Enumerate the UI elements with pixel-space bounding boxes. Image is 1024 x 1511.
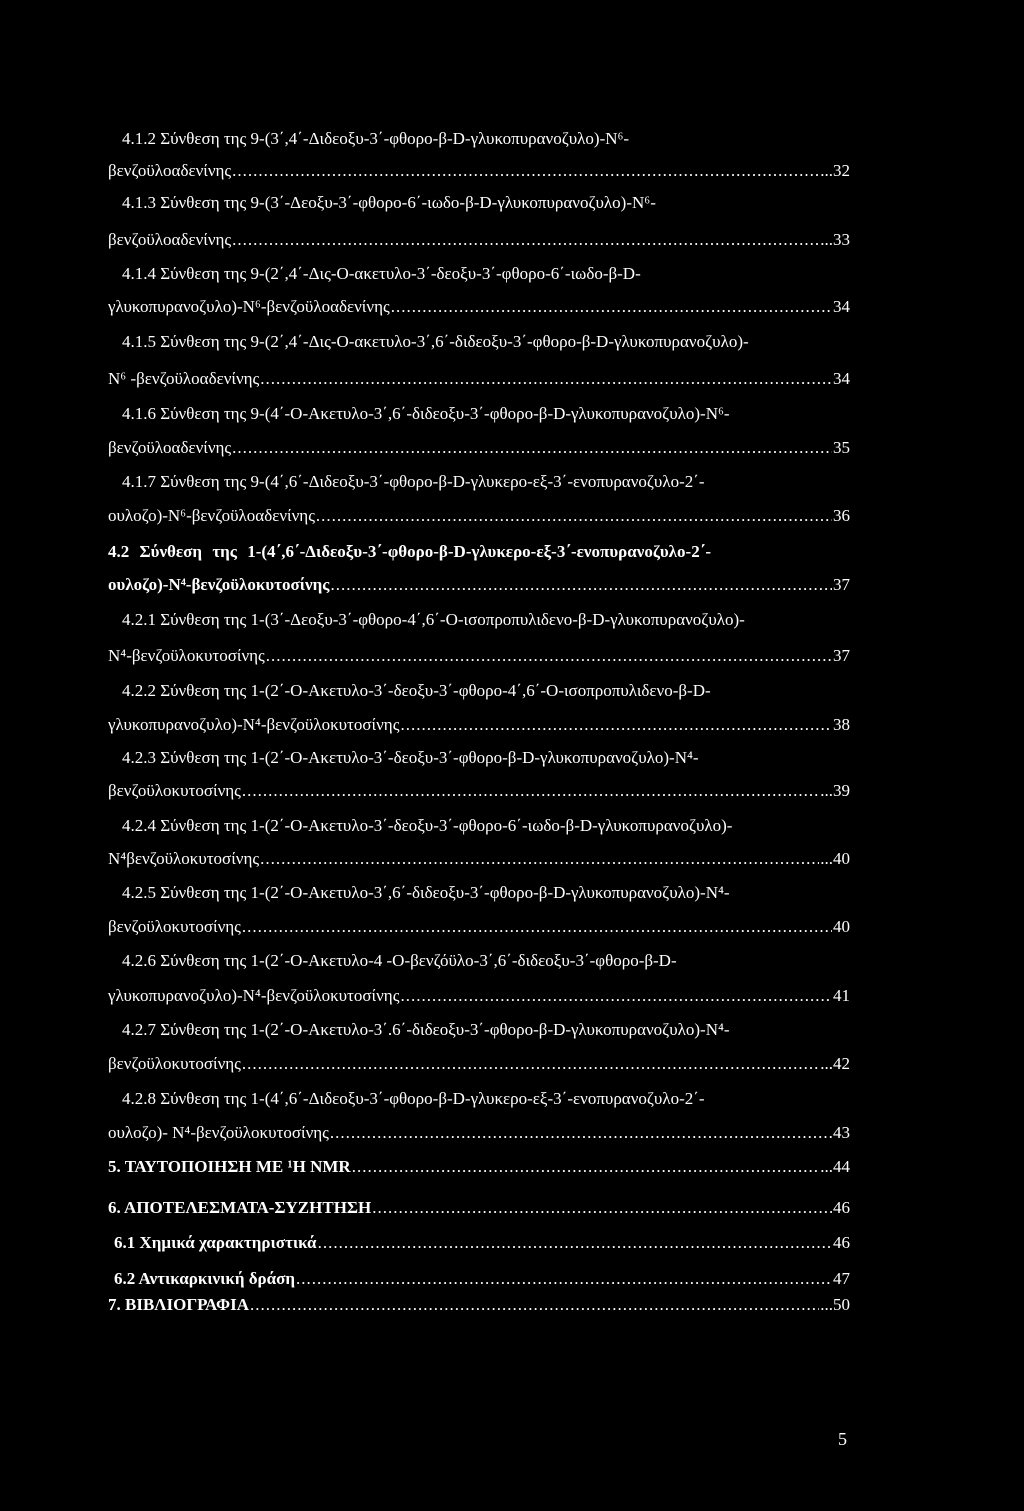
toc-entry-4-2-1[interactable]: [108, 645, 850, 667]
page-number: 5: [838, 1429, 847, 1449]
toc-page-number: 36: [833, 506, 850, 525]
toc-entry-4-2-3[interactable]: [108, 780, 850, 802]
toc-entry-4-2[interactable]: [108, 574, 850, 596]
toc-entry-label: βενζοϋλοκυτοσίνης: [108, 781, 241, 800]
toc-entry-label: N⁴βενζοϋλοκυτοσίνης: [108, 849, 260, 868]
toc-entry-4-1-3[interactable]: [108, 229, 850, 251]
dot-leader: [232, 229, 819, 251]
toc-entry-4-1-3-title: 4.1.3 Σύνθεση της 9-(3΄-Δεοξυ-3΄-φθορο-6΄-ιωδο-β-D-γλυκοπυρανοζυλο)-N⁶-: [122, 193, 656, 212]
dot-leader: [316, 505, 832, 527]
toc-entry-4-2-title: 4.2 Σύνθεση της 1-(4΄,6΄-Διδεοξυ-3΄-φθορο-β-D-γλυκερο-εξ-3΄-ενοπυρανοζυλο-2΄-: [108, 542, 712, 561]
toc-entry-4-1-5[interactable]: [108, 368, 850, 390]
toc-entry-4-2-7[interactable]: [108, 1053, 850, 1075]
toc-entry-label: ουλοζο)-N⁴-βενζοϋλοκυτοσίνης: [108, 575, 330, 594]
toc-entry-label: βενζοϋλοκυτοσίνης: [108, 1054, 241, 1073]
toc-entry-4-2-1-title: 4.2.1 Σύνθεση της 1-(3΄-Δεοξυ-3΄-φθορο-4΄,6΄-O-ισοπροπυλιδενο-β-D-γλυκοπυρανοζυλο)-: [122, 610, 745, 629]
dot-leader: [242, 780, 819, 802]
dot-leader: [232, 437, 832, 459]
toc-page-number: 34: [833, 369, 850, 388]
toc-entry-4-2-2[interactable]: [108, 714, 850, 736]
toc-entry-7[interactable]: [108, 1294, 850, 1316]
toc-page-number: 41: [833, 986, 850, 1005]
toc-page-number: ...42: [820, 1054, 850, 1073]
dot-leader: [400, 714, 832, 736]
toc-entry-4-2-4-title: 4.2.4 Σύνθεση της 1-(2΄-O-Ακετυλο-3΄-δεοξυ-3΄-φθορο-6΄-ιωδο-β-D-γλυκοπυρανοζυλο)-: [122, 816, 733, 835]
toc-entry-4-1-4-title: 4.1.4 Σύνθεση της 9-(2΄,4΄-Δις-O-ακετυλο-3΄-δεοξυ-3΄-φθορο-6΄-ιωδο-β-D-: [122, 264, 641, 283]
toc-entry-4-2-6-title: 4.2.6 Σύνθεση της 1-(2΄-O-Ακετυλο-4 -O-βενζόϋλο-3΄,6΄-διδεοξυ-3΄-φθορο-β-D-: [122, 951, 677, 970]
toc-entry-label: 6.2 Αντικαρκινική δράση: [114, 1269, 296, 1288]
toc-page-number: 35: [833, 438, 850, 457]
dot-leader: [391, 296, 832, 318]
toc-entry-4-2-8-title: 4.2.8 Σύνθεση της 1-(4΄,6΄-Διδεοξυ-3΄-φθορο-β-D-γλυκερο-εξ-3΄-ενοπυρανοζυλο-2΄-: [122, 1089, 705, 1108]
dot-leader: [260, 368, 832, 390]
dot-leader: [372, 1197, 832, 1219]
toc-page-number: 46: [833, 1198, 850, 1217]
dot-leader: [330, 574, 832, 596]
toc-entry-4-2-2-title: 4.2.2 Σύνθεση της 1-(2΄-O-Ακετυλο-3΄-δεοξυ-3΄-φθορο-4΄,6΄-O-ισοπροπυλιδενο-β-D-: [122, 681, 711, 700]
dot-leader: [296, 1268, 832, 1290]
toc-entry-4-2-5[interactable]: [108, 916, 850, 938]
toc-page-number: 40: [833, 917, 850, 936]
toc-entry-label: N⁶ -βενζοϋλοαδενίνης: [108, 369, 260, 388]
dot-leader: [242, 1053, 819, 1075]
toc-entry-4-1-5-title: 4.1.5 Σύνθεση της 9-(2΄,4΄-Δις-O-ακετυλο-3΄,6΄-διδεοξυ-3΄-φθορο-β-D-γλυκοπυρανοζυλο)-: [122, 332, 749, 351]
toc-entry-label: 6. ΑΠΟΤΕΛΕΣΜΑΤΑ-ΣΥΖΗΤΗΣΗ: [108, 1198, 372, 1217]
toc-entry-4-1-2-title: 4.1.2 Σύνθεση της 9-(3΄,4΄-Διδεοξυ-3΄-φθορο-β-D-γλυκοπυρανοζυλο)-N⁶-: [122, 129, 630, 148]
toc-entry-4-2-4[interactable]: [108, 848, 850, 870]
toc-entry-label: γλυκοπυρανοζυλο)-N⁶-βενζοϋλοαδενίνης: [108, 297, 390, 316]
toc-entry-6-1[interactable]: [114, 1232, 850, 1254]
toc-page-number: ...40: [820, 849, 850, 868]
toc-page-number: ...33: [820, 230, 850, 249]
dot-leader: [266, 645, 832, 667]
toc-entry-label: ουλοζο)- N⁴-βενζοϋλοκυτοσίνης: [108, 1123, 329, 1142]
dot-leader: [330, 1122, 832, 1144]
toc-page-number: 37: [833, 646, 850, 665]
toc-entry-4-1-4[interactable]: [108, 296, 850, 318]
toc-page-number: 46: [833, 1233, 850, 1252]
toc-entry-label: βενζοϋλοαδενίνης: [108, 161, 232, 180]
toc-page-number: ...39: [820, 781, 850, 800]
toc-entry-label: 7. ΒΙΒΛΙΟΓΡΑΦΙΑ: [108, 1295, 250, 1314]
toc-entry-4-1-6-title: 4.1.6 Σύνθεση της 9-(4΄-O-Ακετυλο-3΄,6΄-διδεοξυ-3΄-φθορο-β-D-γλυκοπυρανοζυλο)-N⁶-: [122, 404, 730, 423]
toc-entry-6-2[interactable]: [114, 1268, 850, 1290]
toc-entry-4-2-3-title: 4.2.3 Σύνθεση της 1-(2΄-O-Ακετυλο-3΄-δεοξυ-3΄-φθορο-β-D-γλυκοπυρανοζυλο)-N⁴-: [122, 748, 699, 767]
toc-entry-label: N⁴-βενζοϋλοκυτοσίνης: [108, 646, 265, 665]
toc-entry-4-2-6[interactable]: [108, 985, 850, 1007]
toc-page-number: 43: [833, 1123, 850, 1142]
toc-entry-4-1-2[interactable]: [108, 160, 850, 182]
toc-entry-5[interactable]: [108, 1156, 850, 1178]
toc-entry-4-1-7-title: 4.1.7 Σύνθεση της 9-(4΄,6΄-Διδεοξυ-3΄-φθορο-β-D-γλυκερο-εξ-3΄-ενοπυρανοζυλο-2΄-: [122, 472, 705, 491]
toc-entry-label: 6.1 Χημικά χαρακτηριστικά: [114, 1233, 317, 1252]
toc-entry-4-1-7[interactable]: [108, 505, 850, 527]
toc-entry-label: βενζοϋλοαδενίνης: [108, 230, 232, 249]
toc-entry-label: ουλοζο)-N⁶-βενζοϋλοαδενίνης: [108, 506, 315, 525]
dot-leader: [318, 1232, 832, 1254]
toc-entry-label: 5. ΤΑΥΤΟΠΟΙΗΣΗ ΜΕ ¹H NMR: [108, 1157, 351, 1176]
toc-page-number: ...44: [820, 1157, 850, 1176]
dot-leader: [260, 848, 819, 870]
toc-page-number: 47: [833, 1269, 850, 1288]
dot-leader: [250, 1294, 819, 1316]
toc-entry-label: γλυκοπυρανοζυλο)-N⁴-βενζοϋλοκυτοσίνης: [108, 986, 400, 1005]
toc-entry-4-2-8[interactable]: [108, 1122, 850, 1144]
dot-leader: [232, 160, 819, 182]
dot-leader: [242, 916, 832, 938]
toc-entry-4-1-6[interactable]: [108, 437, 850, 459]
dot-leader: [400, 985, 832, 1007]
toc-entry-4-2-7-title: 4.2.7 Σύνθεση της 1-(2΄-O-Ακετυλο-3΄.6΄-διδεοξυ-3΄-φθορο-β-D-γλυκοπυρανοζυλο)-N⁴-: [122, 1020, 730, 1039]
toc-page-number: 34: [833, 297, 850, 316]
toc-page-number: 37: [833, 575, 850, 594]
toc-entry-label: γλυκοπυρανοζυλο)-N⁴-βενζοϋλοκυτοσίνης: [108, 715, 400, 734]
toc-page-number: ...32: [820, 161, 850, 180]
toc-entry-label: βενζοϋλοαδενίνης: [108, 438, 232, 457]
toc-page-number: 38: [833, 715, 850, 734]
toc-entry-6[interactable]: [108, 1197, 850, 1219]
toc-page-number: ...50: [820, 1295, 850, 1314]
toc-entry-label: βενζοϋλοκυτοσίνης: [108, 917, 241, 936]
toc-entry-4-2-5-title: 4.2.5 Σύνθεση της 1-(2΄-O-Ακετυλο-3΄,6΄-διδεοξυ-3΄-φθορο-β-D-γλυκοπυρανοζυλο)-N⁴-: [122, 883, 730, 902]
dot-leader: [352, 1156, 820, 1178]
